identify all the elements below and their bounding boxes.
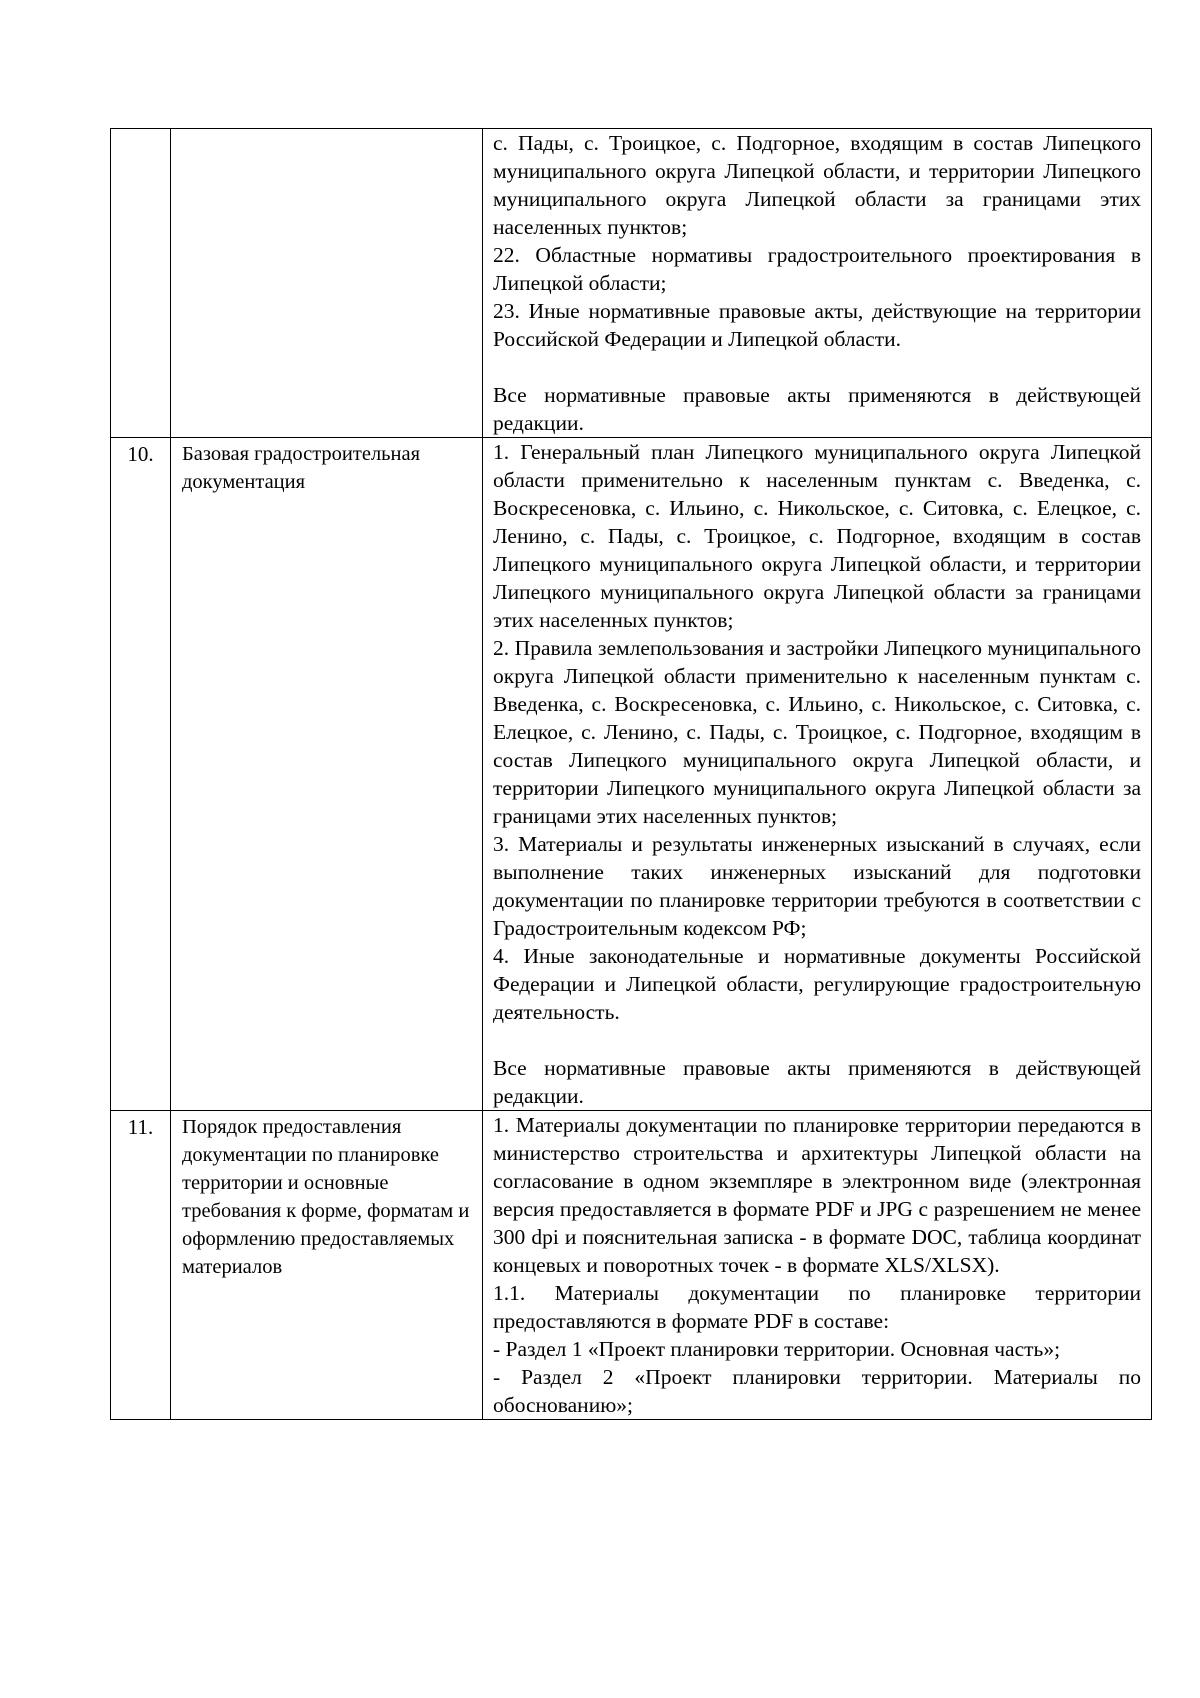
row-title: Порядок предоставления документации по планировке территории и основные требования к форме, форматам и оформлению предоставляемых материалов bbox=[171, 1111, 483, 1420]
content-paragraph: 4. Иные законодательные и нормативные документы Российской Федерации и Липецкой области, регулирующие градостроительную деятельность. bbox=[493, 944, 1141, 1024]
row-content bbox=[483, 1111, 1152, 1420]
content-paragraph: 1. Генеральный план Липецкого муниципального округа Липецкой области применительно к населенным пунктам с. Введенка, с. Воскресеновка, с. Ильино, с. Никольское, с. Ситовка, с. Елецкое, с. Ленино, с. Пады, с. Троицкое, с. Подгорное, входящим в состав Липецкого муниципального округа Липецкой области, и территории Липецкого муниципального округа Липецкой области за границами этих населенных пунктов; bbox=[493, 440, 1141, 632]
edition-note: Все нормативные правовые акты применяются в действующей редакции. bbox=[493, 1056, 1141, 1108]
content-paragraph: 2. Правила землепользования и застройки Липецкого муниципального округа Липецкой области применительно к населенным пунктам с. Введенка, с. Воскресеновка, с. Ильино, с. Никольское, с. Ситовка, с. Елецкое, с. Ленино, с. Пады, с. Троицкое, с. Подгорное, входящим в состав Липецкого муниципального округа Липецкой области, и территории Липецкого муниципального округа Липецкой области за границами этих населенных пунктов; bbox=[493, 636, 1141, 828]
row-content bbox=[483, 129, 1152, 438]
row-content bbox=[483, 438, 1152, 1111]
content-paragraph: - Раздел 2 «Проект планировки территории. Материалы по обоснованию»; bbox=[493, 1365, 1141, 1417]
table-row bbox=[111, 1111, 1152, 1420]
paragraph-spacer bbox=[493, 1026, 1141, 1054]
content-paragraph: 1.1. Материалы документации по планировке территории предоставляются в формате PDF в составе: bbox=[493, 1281, 1141, 1333]
table-row bbox=[111, 438, 1152, 1111]
row-number: 10. bbox=[111, 438, 171, 1111]
content-paragraph: 3. Материалы и результаты инженерных изысканий в случаях, если выполнение таких инженерных изысканий для подготовки документации по планировке территории требуются в соответствии с Градостроительным кодексом РФ; bbox=[493, 832, 1141, 940]
content-paragraph: 1. Материалы документации по планировке территории передаются в министерство строительства и архитектуры Липецкой области на согласование в одном экземпляре в электронном виде (электронная версия предоставляется в формате PDF и JPG с разрешением не менее 300 dpi и пояснительная записка - в формате DOC, таблица координат концевых и поворотных точек - в формате XLS/XLSX). bbox=[493, 1113, 1141, 1277]
content-paragraph: 22. Областные нормативы градостроительного проектирования в Липецкой области; bbox=[493, 243, 1141, 295]
table-row bbox=[111, 129, 1152, 438]
edition-note: Все нормативные правовые акты применяются в действующей редакции. bbox=[493, 383, 1141, 435]
requirements-table bbox=[110, 128, 1152, 1420]
row-title bbox=[171, 129, 483, 438]
content-paragraph: - Раздел 1 «Проект планировки территории. Основная часть»; bbox=[493, 1337, 1061, 1361]
row-number bbox=[111, 129, 171, 438]
row-title: Базовая градостроительная документация bbox=[171, 438, 483, 1111]
row-number: 11. bbox=[111, 1111, 171, 1420]
content-paragraph: 23. Иные нормативные правовые акты, действующие на территории Российской Федерации и Липецкой области. bbox=[493, 299, 1141, 351]
content-paragraph: с. Пады, с. Троицкое, с. Подгорное, входящим в состав Липецкого муниципального округа Липецкой области, и территории Липецкого муниципального округа Липецкой области за границами этих населенных пунктов; bbox=[493, 131, 1141, 239]
paragraph-spacer bbox=[493, 353, 1141, 381]
